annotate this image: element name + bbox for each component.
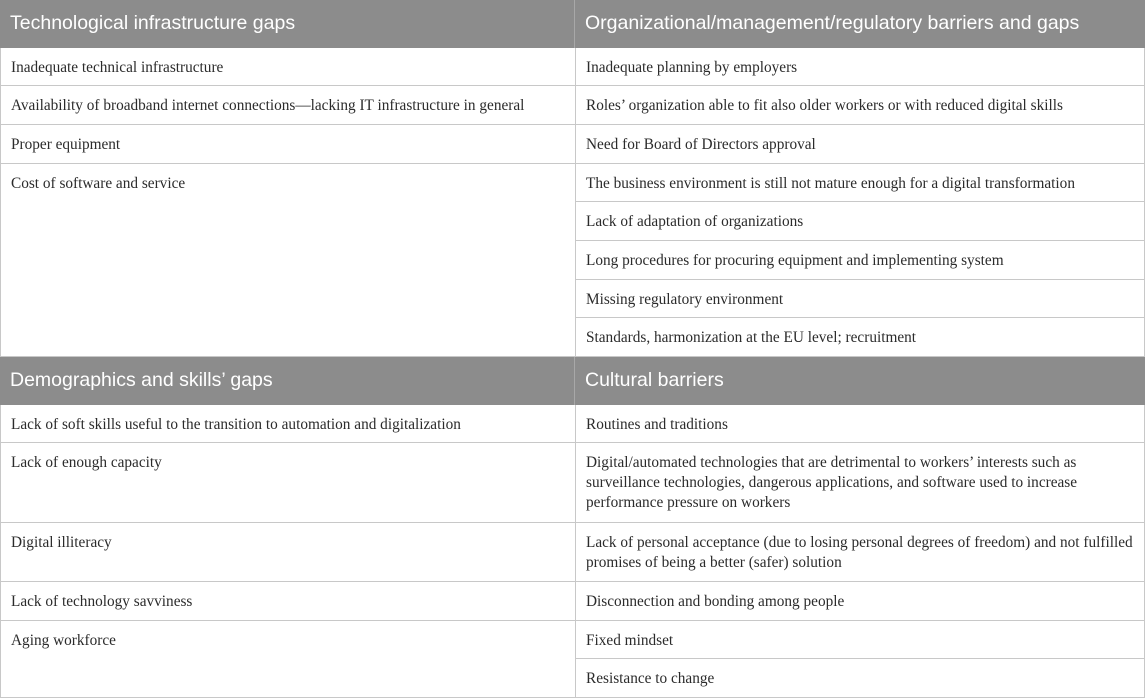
table-cell: Routines and traditions: [576, 405, 1144, 443]
table-cell: Proper equipment: [1, 125, 575, 164]
table-cell: Fixed mindset: [576, 621, 1144, 659]
header-demographics-skills-gaps: Demographics and skills’ gaps: [0, 357, 575, 405]
table-cell: Standards, harmonization at the EU level; recruitment: [576, 318, 1144, 357]
header-organizational-barriers: Organizational/management/regulatory barriers and gaps: [575, 0, 1145, 48]
column-organizational-barriers: [575, 48, 1145, 357]
table-cell: Long procedures for procuring equipment and implementing system: [576, 241, 1144, 280]
table-cell: Inadequate planning by employers: [576, 48, 1144, 86]
table-cell: Lack of soft skills useful to the transition to automation and digitalization: [1, 405, 575, 443]
column-technological-gaps: [0, 48, 575, 357]
header-technological-infrastructure-gaps: Technological infrastructure gaps: [0, 0, 575, 48]
table-cell: The business environment is still not mature enough for a digital transformation: [576, 164, 1144, 202]
table-cell: Digital illiteracy: [1, 523, 575, 582]
section-demographics-cultural: [0, 357, 1145, 698]
table-cell: Resistance to change: [576, 659, 1144, 698]
table-cell: Need for Board of Directors approval: [576, 125, 1144, 164]
table-cell: Lack of adaptation of organizations: [576, 202, 1144, 241]
column-demographics-gaps: [0, 405, 575, 698]
table-cell: Roles’ organization able to fit also older workers or with reduced digital skills: [576, 86, 1144, 125]
table-cell: Disconnection and bonding among people: [576, 582, 1144, 621]
table-cell: Lack of enough capacity: [1, 443, 575, 523]
table-cell: Digital/automated technologies that are detrimental to workers’ interests such as surveillance technologies, dangerous applications, and software used to increase performance pressure on workers: [576, 443, 1144, 523]
header-cultural-barriers: Cultural barriers: [575, 357, 1145, 405]
table-cell: Lack of personal acceptance (due to losing personal degrees of freedom) and not fulfilled promises of being a better (safer) solution: [576, 523, 1144, 582]
table-cell: Aging workforce: [1, 621, 575, 698]
table-cell: Missing regulatory environment: [576, 280, 1144, 318]
column-cultural-barriers: [575, 405, 1145, 698]
table-cell: Availability of broadband internet connections—lacking IT infrastructure in general: [1, 86, 575, 125]
table-cell: Lack of technology savviness: [1, 582, 575, 621]
table-cell: Inadequate technical infrastructure: [1, 48, 575, 86]
table-cell: Cost of software and service: [1, 164, 575, 357]
